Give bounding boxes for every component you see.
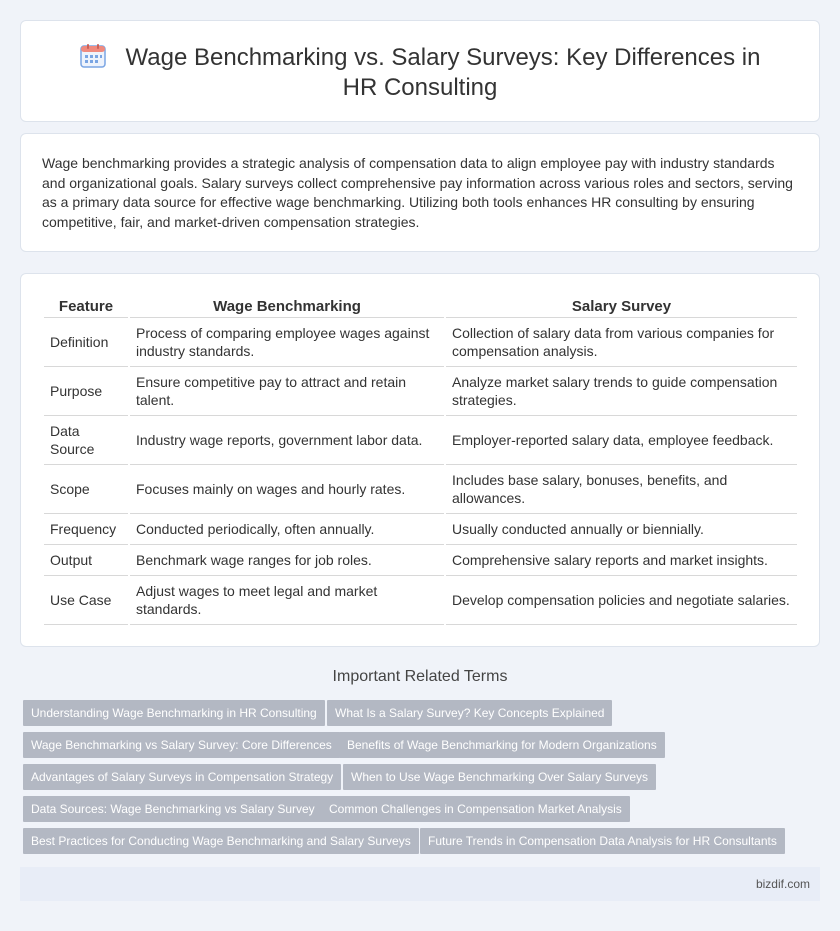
comparison-table bbox=[42, 295, 799, 626]
wage-benchmarking-cell: Ensure competitive pay to attract and retain talent. bbox=[130, 368, 444, 416]
related-terms-title: Important Related Terms bbox=[332, 668, 508, 685]
feature-cell: Use Case bbox=[44, 577, 128, 625]
salary-survey-cell: Collection of salary data from various companies for compensation analysis. bbox=[446, 319, 797, 367]
page-title bbox=[61, 43, 779, 103]
table-row bbox=[44, 417, 797, 465]
intro-paragraph: Wage benchmarking provides a strategic analysis of compensation data to align employee pay with industry standards and organizational goals. Salary surveys collect comprehensive pay information across various roles and sectors, serving as a primary data source for effective wage benchmarking. Utilizing both tools enhances HR consulting by ensuring competitive, fair, and market-driven compensation strategies. bbox=[42, 155, 793, 230]
related-term-link[interactable]: Data Sources: Wage Benchmarking vs Salary Survey bbox=[23, 796, 323, 822]
feature-cell: Data Source bbox=[44, 417, 128, 465]
header-salary-survey: Salary Survey bbox=[446, 296, 797, 318]
comparison-table-card bbox=[20, 273, 820, 647]
page-title-text: Wage Benchmarking vs. Salary Surveys: Key Differences in HR Consulting bbox=[125, 44, 761, 101]
feature-cell: Frequency bbox=[44, 515, 128, 545]
intro-card bbox=[20, 133, 820, 252]
salary-survey-cell: Includes base salary, bonuses, benefits, and allowances. bbox=[446, 466, 797, 514]
wage-benchmarking-cell: Industry wage reports, government labor data. bbox=[130, 417, 444, 465]
table-row bbox=[44, 368, 797, 416]
table-row bbox=[44, 577, 797, 625]
table-row bbox=[44, 515, 797, 545]
related-term-link[interactable]: Best Practices for Conducting Wage Benchmarking and Salary Surveys bbox=[23, 828, 419, 854]
feature-cell: Purpose bbox=[44, 368, 128, 416]
salary-survey-cell: Usually conducted annually or biennially. bbox=[446, 515, 797, 545]
table-row bbox=[44, 319, 797, 367]
footer-site-name: bizdif.com bbox=[755, 877, 810, 891]
feature-cell: Definition bbox=[44, 319, 128, 367]
related-term-link[interactable]: Understanding Wage Benchmarking in HR Consulting bbox=[23, 700, 325, 726]
header-feature: Feature bbox=[44, 296, 128, 318]
related-term-link[interactable]: Benefits of Wage Benchmarking for Modern Organizations bbox=[339, 732, 665, 758]
wage-benchmarking-cell: Process of comparing employee wages against industry standards. bbox=[130, 319, 444, 367]
related-term-link[interactable]: Wage Benchmarking vs Salary Survey: Core Differences bbox=[23, 732, 340, 758]
salary-survey-cell: Develop compensation policies and negotiate salaries. bbox=[446, 577, 797, 625]
table-header-row bbox=[44, 296, 797, 318]
wage-benchmarking-cell: Focuses mainly on wages and hourly rates. bbox=[130, 466, 444, 514]
calendar-icon bbox=[80, 44, 106, 68]
wage-benchmarking-cell: Adjust wages to meet legal and market standards. bbox=[130, 577, 444, 625]
wage-benchmarking-cell: Benchmark wage ranges for job roles. bbox=[130, 546, 444, 576]
salary-survey-cell: Analyze market salary trends to guide compensation strategies. bbox=[446, 368, 797, 416]
table-row bbox=[44, 466, 797, 514]
feature-cell: Output bbox=[44, 546, 128, 576]
footer bbox=[20, 867, 820, 901]
salary-survey-cell: Comprehensive salary reports and market insights. bbox=[446, 546, 797, 576]
related-term-link[interactable]: Advantages of Salary Surveys in Compensation Strategy bbox=[23, 764, 341, 790]
wage-benchmarking-cell: Conducted periodically, often annually. bbox=[130, 515, 444, 545]
header-wage-benchmarking: Wage Benchmarking bbox=[130, 296, 444, 318]
related-term-link[interactable]: Future Trends in Compensation Data Analysis for HR Consultants bbox=[420, 828, 785, 854]
related-term-link[interactable]: Common Challenges in Compensation Market Analysis bbox=[321, 796, 630, 822]
related-term-link[interactable]: What Is a Salary Survey? Key Concepts Explained bbox=[327, 700, 612, 726]
salary-survey-cell: Employer-reported salary data, employee feedback. bbox=[446, 417, 797, 465]
table-row bbox=[44, 546, 797, 576]
feature-cell: Scope bbox=[44, 466, 128, 514]
title-card bbox=[20, 20, 820, 122]
related-term-link[interactable]: When to Use Wage Benchmarking Over Salary Surveys bbox=[343, 764, 656, 790]
